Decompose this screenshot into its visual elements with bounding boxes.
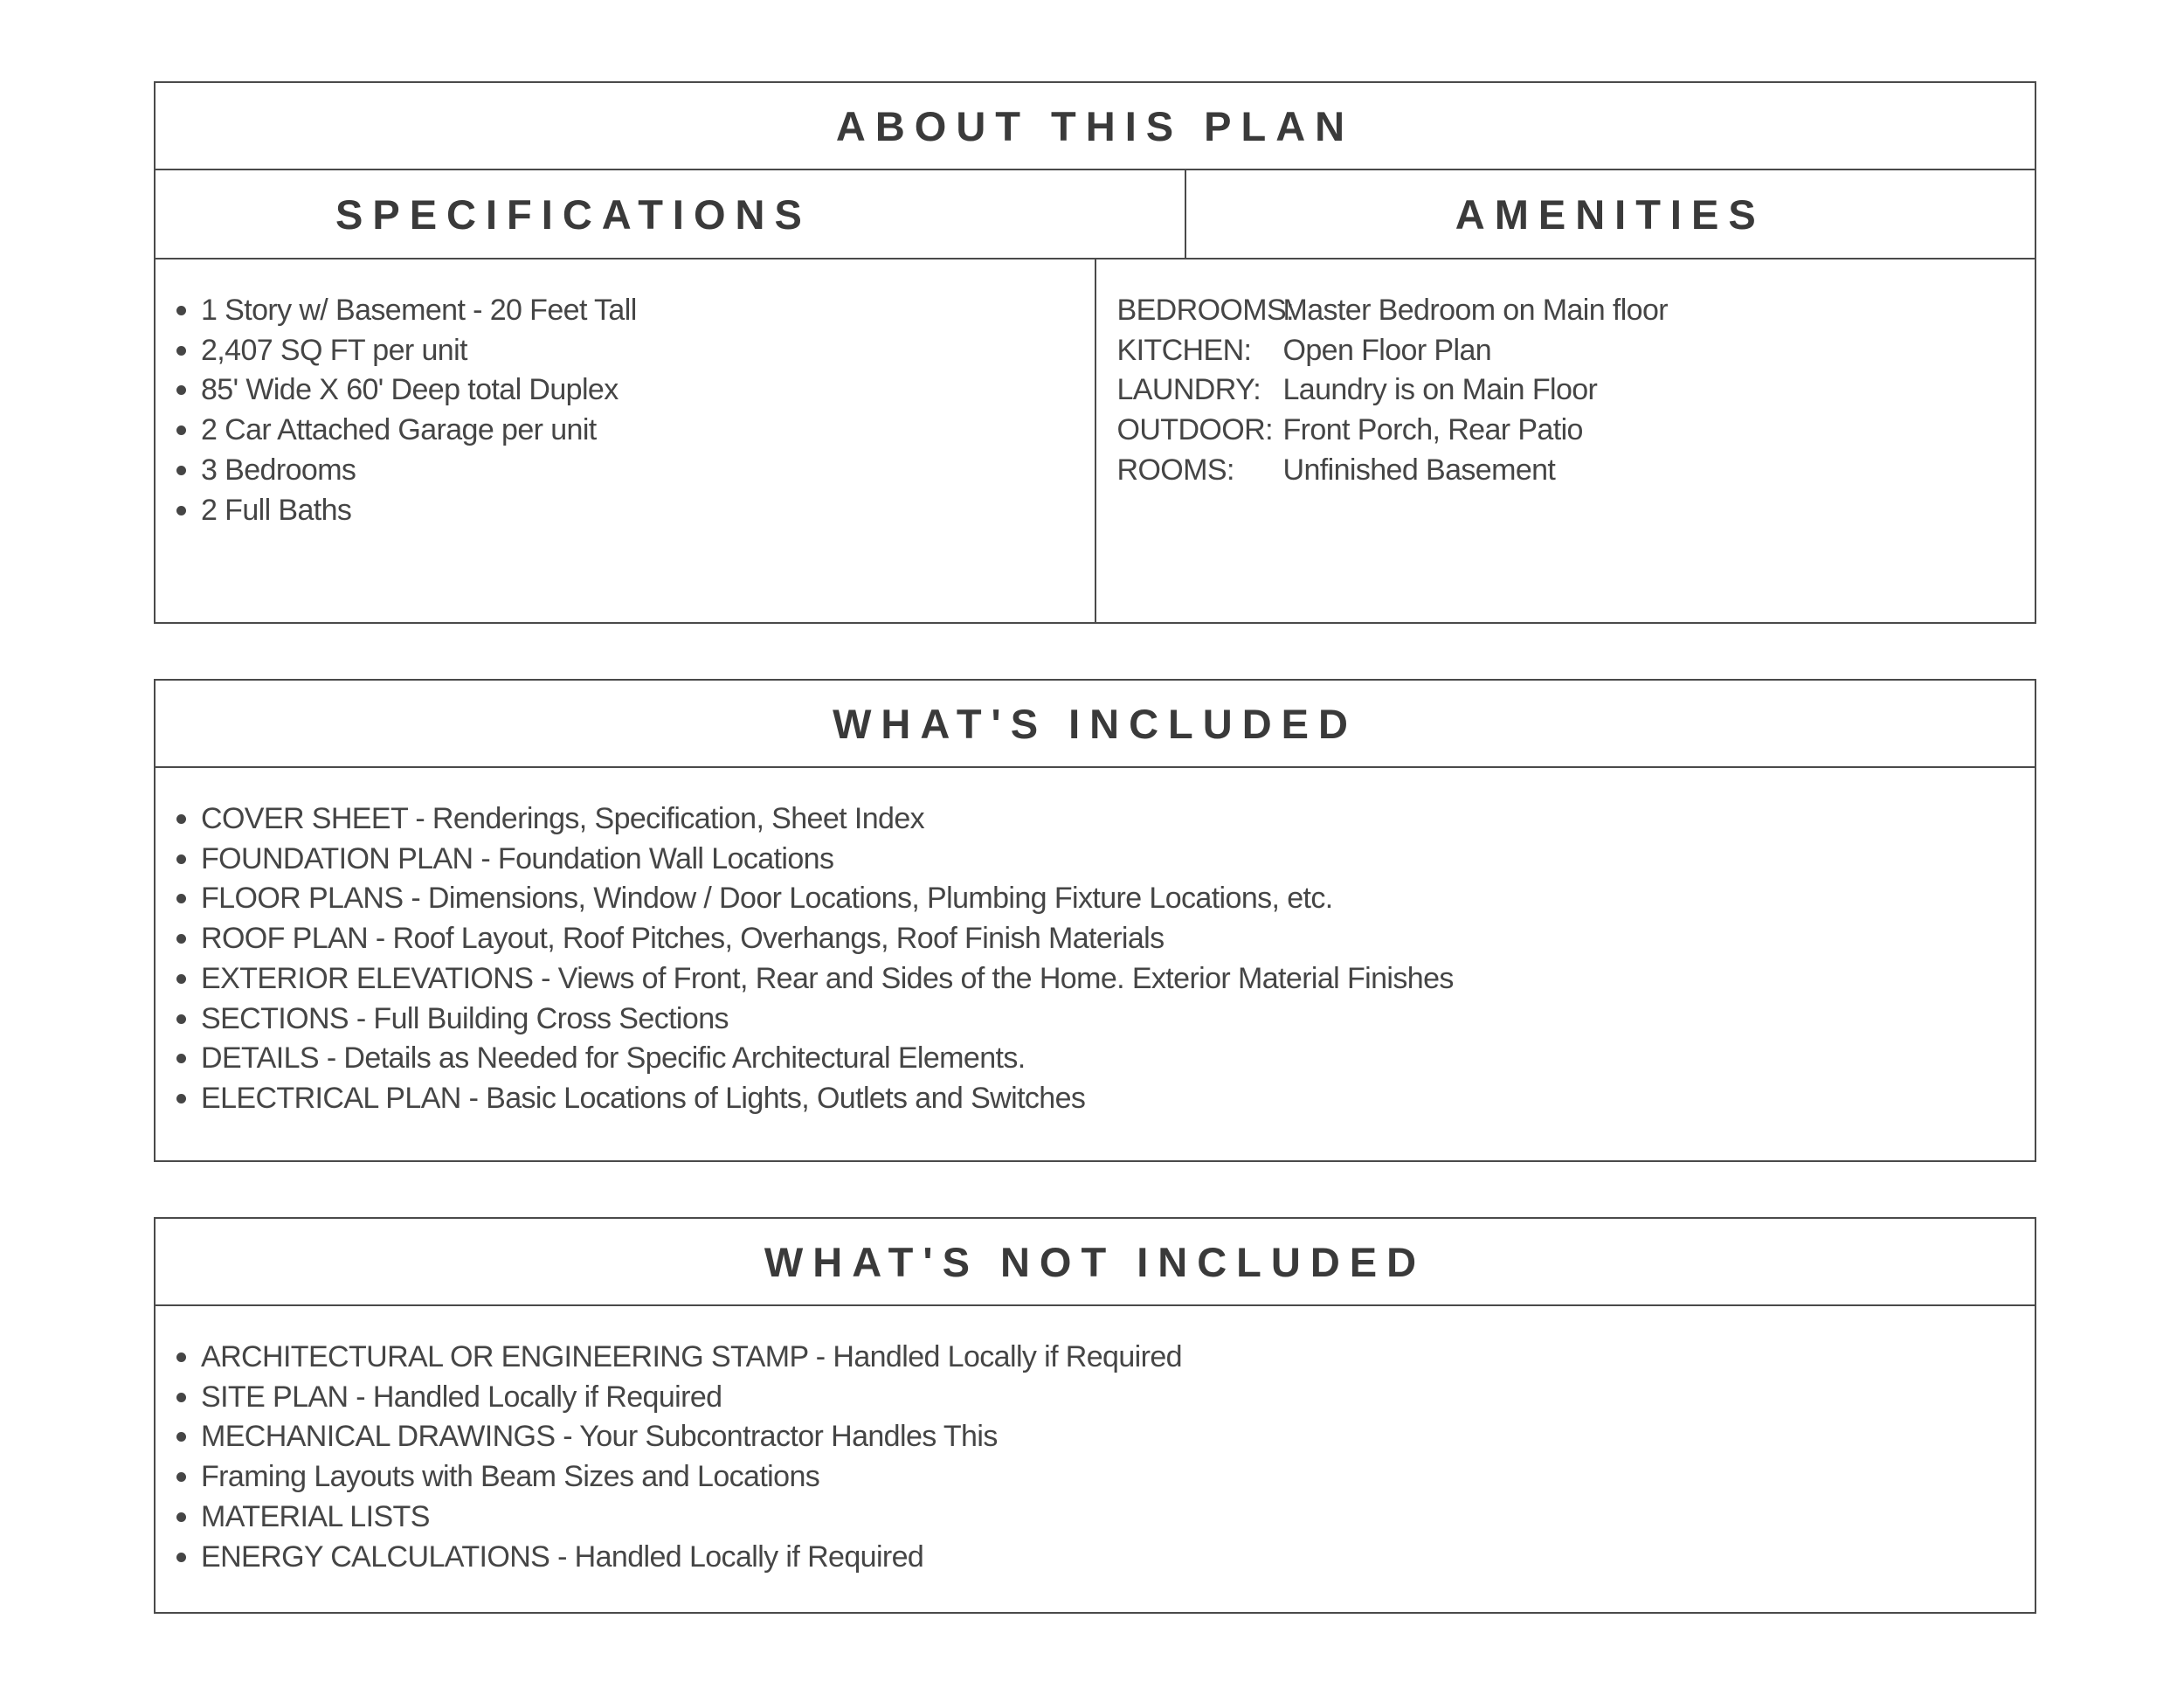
amenity-value: Master Bedroom on Main floor xyxy=(1282,294,1669,327)
amenity-value: Open Floor Plan xyxy=(1282,333,1492,367)
bullet-icon xyxy=(176,425,186,435)
included-text: DETAILS - Details as Needed for Specific Architectural Elements. xyxy=(201,1041,1026,1076)
bullet-icon xyxy=(176,974,186,984)
amenity-label: ROOMS: xyxy=(1116,453,1234,487)
bullet-icon xyxy=(176,466,186,475)
list-item xyxy=(176,840,2035,880)
bullet-icon xyxy=(176,306,186,315)
amenity-row xyxy=(1117,451,2035,491)
spec-text: 3 Bedrooms xyxy=(201,453,356,487)
list-item xyxy=(176,1498,2035,1538)
bullet-icon xyxy=(176,506,186,515)
list-item xyxy=(176,799,2035,840)
not-included-text: MECHANICAL DRAWINGS - Your Subcontractor Handles This xyxy=(201,1420,998,1454)
list-item xyxy=(176,879,2035,919)
not-included-title: WHAT'S NOT INCLUDED xyxy=(764,1238,1427,1285)
amenity-row xyxy=(1117,291,2035,331)
bullet-icon xyxy=(176,1393,186,1402)
list-item xyxy=(176,1378,2035,1418)
included-header xyxy=(156,681,2035,768)
specifications-cell xyxy=(156,259,1096,624)
included-text: FLOOR PLANS - Dimensions, Window / Door Locations, Plumbing Fixture Locations, etc. xyxy=(201,882,1333,916)
not-included-body xyxy=(156,1306,2035,1577)
amenities-heading: AMENITIES xyxy=(1455,190,1766,238)
list-item xyxy=(176,451,1095,491)
included-text: ROOF PLAN - Roof Layout, Roof Pitches, Overhangs, Roof Finish Materials xyxy=(201,922,1165,956)
not-included-header xyxy=(156,1219,2035,1306)
bullet-icon xyxy=(176,1014,186,1024)
not-included-text: SITE PLAN - Handled Locally if Required xyxy=(201,1380,722,1414)
included-text: SECTIONS - Full Building Cross Sections xyxy=(201,1001,729,1035)
included-list xyxy=(176,799,2035,1119)
about-this-plan-section xyxy=(154,81,2036,624)
specifications-list xyxy=(176,291,1095,530)
spec-text: 85' Wide X 60' Deep total Duplex xyxy=(201,373,619,407)
list-item xyxy=(176,919,2035,959)
bullet-icon xyxy=(176,1094,186,1103)
whats-not-included-section xyxy=(154,1217,2036,1614)
not-included-text: ENERGY CALCULATIONS - Handled Locally if Required xyxy=(201,1539,924,1574)
bullet-icon xyxy=(176,1432,186,1442)
not-included-text: ARCHITECTURAL OR ENGINEERING STAMP - Handled Locally if Required xyxy=(201,1340,1182,1373)
list-item xyxy=(176,331,1095,371)
list-item xyxy=(176,491,1095,531)
included-title: WHAT'S INCLUDED xyxy=(833,700,1358,747)
amenity-label: BEDROOMS: xyxy=(1116,294,1294,327)
list-item xyxy=(176,1338,2035,1378)
amenity-value: Laundry is on Main Floor xyxy=(1282,373,1598,407)
included-text: COVER SHEET - Renderings, Specification, Sheet Index xyxy=(201,802,925,835)
list-item xyxy=(176,370,1095,411)
amenity-value: Unfinished Basement xyxy=(1282,453,1556,487)
about-column-headers xyxy=(156,170,2035,259)
included-text: FOUNDATION PLAN - Foundation Wall Locations xyxy=(201,841,834,875)
not-included-text: Framing Layouts with Beam Sizes and Locations xyxy=(201,1460,820,1494)
list-item xyxy=(176,1000,2035,1040)
about-columns xyxy=(156,259,2035,624)
whats-included-section xyxy=(154,679,2036,1162)
bullet-icon xyxy=(176,934,186,944)
about-title: ABOUT THIS PLAN xyxy=(835,102,1355,149)
amenity-label: OUTDOOR: xyxy=(1116,413,1273,447)
list-item xyxy=(176,959,2035,1000)
amenity-row xyxy=(1117,411,2035,451)
spec-text: 1 Story w/ Basement - 20 Feet Tall xyxy=(201,294,637,327)
amenities-cell xyxy=(1096,259,2035,624)
bullet-icon xyxy=(176,346,186,356)
bullet-icon xyxy=(176,814,186,824)
amenity-label: LAUNDRY: xyxy=(1116,373,1261,407)
included-text: EXTERIOR ELEVATIONS - Views of Front, Rear and Sides of the Home. Exterior Material Finishes xyxy=(201,961,1454,995)
bullet-icon xyxy=(176,1553,186,1562)
list-item xyxy=(176,1417,2035,1457)
not-included-text: MATERIAL LISTS xyxy=(201,1499,430,1533)
bullet-icon xyxy=(176,385,186,395)
bullet-icon xyxy=(176,1352,186,1362)
amenity-label: KITCHEN: xyxy=(1116,333,1252,367)
amenity-value: Front Porch, Rear Patio xyxy=(1282,413,1583,447)
spec-text: 2,407 SQ FT per unit xyxy=(201,333,467,367)
list-item xyxy=(176,411,1095,451)
list-item xyxy=(176,291,1095,331)
amenities-header-cell xyxy=(1186,170,2035,258)
list-item xyxy=(176,1039,2035,1079)
list-item xyxy=(176,1538,2035,1578)
bullet-icon xyxy=(176,1512,186,1522)
bullet-icon xyxy=(176,1472,186,1482)
included-body xyxy=(156,768,2035,1119)
amenity-row xyxy=(1117,370,2035,411)
not-included-list xyxy=(176,1338,2035,1577)
specifications-header-cell xyxy=(156,170,1186,258)
specifications-heading: SPECIFICATIONS xyxy=(335,190,812,238)
spec-text: 2 Car Attached Garage per unit xyxy=(201,413,597,447)
bullet-icon xyxy=(176,854,186,864)
bullet-icon xyxy=(176,1054,186,1063)
amenity-row xyxy=(1117,331,2035,371)
included-text: ELECTRICAL PLAN - Basic Locations of Lights, Outlets and Switches xyxy=(201,1081,1086,1115)
list-item xyxy=(176,1079,2035,1119)
bullet-icon xyxy=(176,894,186,903)
about-header xyxy=(156,83,2035,170)
spec-text: 2 Full Baths xyxy=(201,493,352,527)
list-item xyxy=(176,1457,2035,1498)
